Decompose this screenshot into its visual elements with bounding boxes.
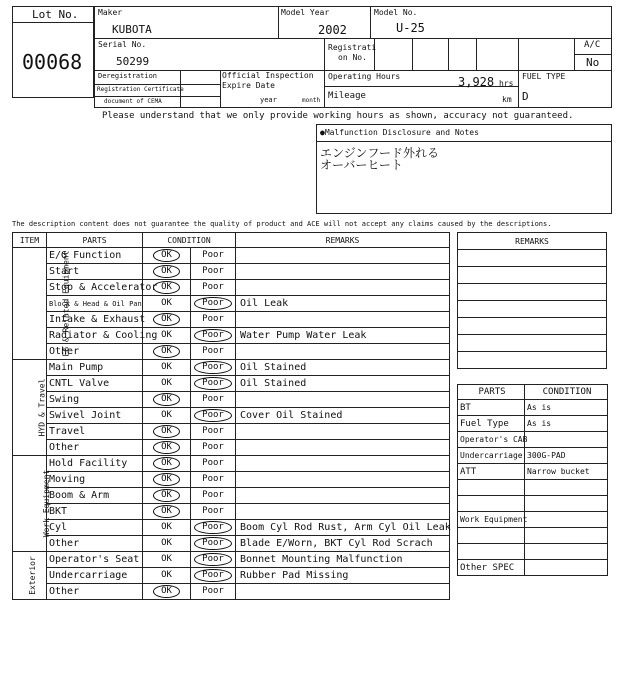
poor-cell[interactable] [191,440,236,456]
spec-part [458,528,525,544]
category-cell [13,456,52,552]
poor-cell[interactable] [191,456,236,472]
inspection-label-2: Expire Date [222,81,275,90]
table-row [13,424,450,440]
poor-cell[interactable] [191,280,236,296]
deregistration-label: Deregistration [98,72,158,80]
ac-label: A/C [584,40,601,50]
spec-part: Other SPEC [458,560,525,576]
poor-option: Poor [194,521,232,534]
remarks-cell [236,264,450,280]
category-label: Work Equipment [42,469,52,538]
spec-row [458,432,608,448]
part-name: Travel [47,424,143,440]
ok-option: OK [161,410,172,420]
right-remarks-row [458,318,607,335]
model-no-value: U-25 [396,21,425,35]
remarks-cell [236,424,450,440]
malfunction-line-1: エンジンフード外れる [320,146,440,160]
spec-condition [525,496,608,512]
spec-part: BT [458,400,525,416]
table-row [13,392,450,408]
ok-cell[interactable] [143,376,191,392]
ok-cell[interactable] [143,264,191,280]
spec-row [458,496,608,512]
poor-cell[interactable] [191,568,236,584]
spec-part [458,496,525,512]
poor-cell[interactable] [191,520,236,536]
spec-part: Fuel Type [458,416,525,432]
table-row [13,584,450,600]
remarks-cell: Bonnet Mounting Malfunction [236,552,450,568]
ok-option: OK [153,249,180,262]
ok-cell[interactable] [143,456,191,472]
poor-option: Poor [202,346,224,356]
spec-condition [525,560,608,576]
poor-option: Poor [194,361,232,374]
spec-part: Work Equipment [458,512,525,528]
table-row [13,488,450,504]
ok-option: OK [161,554,172,564]
km-unit: km [502,95,512,104]
spec-parts-header: PARTS [458,385,525,400]
operating-hours-value: 3,928 [458,75,495,89]
poor-option: Poor [202,442,224,452]
table-row [13,280,450,296]
ok-cell[interactable] [143,440,191,456]
part-name: Stop & Accelerator [47,280,143,296]
spec-condition: As is [525,416,608,432]
ok-cell[interactable] [143,408,191,424]
spec-condition [525,544,608,560]
model-year-value: 2002 [318,23,347,37]
spec-condition: Narrow bucket [525,464,608,480]
table-row [13,296,450,312]
poor-option: Poor [194,537,232,550]
remarks-cell: Boom Cyl Rod Rust, Arm Cyl Oil Leak [236,520,450,536]
poor-cell[interactable] [191,504,236,520]
table-row [13,520,450,536]
remarks-cell [236,248,450,264]
poor-option: Poor [194,409,232,422]
poor-option: Poor [202,458,224,468]
remarks-cell [236,280,450,296]
serial-label: Serial No. [98,40,147,49]
poor-cell[interactable] [191,264,236,280]
poor-cell[interactable] [191,392,236,408]
lot-label: Lot No. [32,8,79,21]
table-row [13,248,450,264]
ok-option: OK [153,473,180,486]
ok-option: OK [153,265,180,278]
spec-row [458,400,608,416]
table-row [13,536,450,552]
part-name: Other [47,536,143,552]
ok-cell[interactable] [143,312,191,328]
fuel-type-value: D [522,90,529,103]
remarks-cell [236,504,450,520]
fuel-type-label: FUEL TYPE [522,72,566,81]
remarks-header: REMARKS [236,233,450,248]
part-name: Radiator & Cooling [47,328,143,344]
remarks-cell: Cover Oil Stained [236,408,450,424]
spec-part: Operator's CAB [458,432,525,448]
spec-condition [525,512,608,528]
poor-option: Poor [202,506,224,516]
table-row [13,312,450,328]
poor-option: Poor [202,282,224,292]
ok-cell[interactable] [143,504,191,520]
part-name: Main Pump [47,360,143,376]
ok-cell[interactable] [143,520,191,536]
ok-option: OK [161,298,172,308]
serial-value: 50299 [116,55,150,68]
part-name: E/G Function [47,248,143,264]
poor-option: Poor [202,266,224,276]
spec-condition: As is [525,400,608,416]
spec-table [457,384,608,576]
spec-part: ATT [458,464,525,480]
malfunction-line-2: オーバーヒート [320,158,403,172]
ok-option: OK [153,441,180,454]
table-row [13,264,450,280]
poor-cell[interactable] [191,296,236,312]
ok-cell[interactable] [143,536,191,552]
table-row [13,360,450,376]
poor-cell[interactable] [191,536,236,552]
right-remarks-header: REMARKS [458,233,607,250]
ok-cell[interactable] [143,248,191,264]
spec-condition [525,528,608,544]
registration-label-2: on No. [338,53,367,62]
remarks-cell [236,440,450,456]
remarks-cell: Rubber Pad Missing [236,568,450,584]
remarks-cell [236,312,450,328]
part-name: Moving [47,472,143,488]
ok-option: OK [161,378,172,388]
table-row [13,568,450,584]
right-remarks-table [457,232,607,369]
remarks-cell: Water Pump Water Leak [236,328,450,344]
model-year-label: Model Year [281,8,330,17]
ok-option: OK [153,425,180,438]
category-cell [13,360,47,456]
poor-option: Poor [194,329,232,342]
ok-cell[interactable] [143,568,191,584]
spec-condition [525,432,608,448]
poor-option: Poor [202,250,224,260]
remarks-cell [236,344,450,360]
remarks-cell: Blade E/Worn, BKT Cyl Rod Scrach [236,536,450,552]
poor-cell[interactable] [191,344,236,360]
spec-row [458,480,608,496]
ok-option: OK [153,345,180,358]
poor-option: Poor [202,586,224,596]
poor-option: Poor [202,394,224,404]
spec-condition [525,480,608,496]
ok-cell[interactable] [143,584,191,600]
part-name: Swivel Joint [47,408,143,424]
part-name: Undercarriage [47,568,143,584]
ok-option: OK [161,538,172,548]
category-label: EG & Related Equipment [61,250,71,357]
parts-header: PARTS [47,233,143,248]
poor-cell[interactable] [191,584,236,600]
ok-cell[interactable] [143,552,191,568]
item-header: ITEM [13,233,47,248]
remarks-cell: Oil Stained [236,376,450,392]
cema-document-label: document of CEMA [104,98,162,105]
table-row [13,552,450,568]
spec-condition: 300G-PAD [525,448,608,464]
poor-cell[interactable] [191,376,236,392]
table-row [13,408,450,424]
part-name: Other [47,344,143,360]
part-name: Start [47,264,143,280]
condition-header: CONDITION [143,233,236,248]
poor-cell[interactable] [191,312,236,328]
ok-option: OK [153,489,180,502]
operating-hours-label: Operating Hours [328,72,401,81]
part-name: Operator's Seat [47,552,143,568]
poor-cell[interactable] [191,360,236,376]
ok-cell[interactable] [143,424,191,440]
model-no-label: Model No. [374,8,418,17]
category-cell [13,552,47,600]
condition-table [12,232,450,600]
poor-option: Poor [202,314,224,324]
right-remarks-row [458,250,607,267]
maker-value: KUBOTA [112,23,152,36]
ok-cell[interactable] [143,280,191,296]
poor-option: Poor [202,474,224,484]
remarks-cell: Oil Stained [236,360,450,376]
ac-value: No [586,56,600,69]
ok-cell[interactable] [143,488,191,504]
registration-label-1: Registrati [328,43,377,52]
part-name: CNTL Valve [47,376,143,392]
right-remarks-row [458,267,607,284]
right-remarks-row [458,301,607,318]
spec-part: Undercarriage [458,448,525,464]
ok-option: OK [153,281,180,294]
remarks-cell: Oil Leak [236,296,450,312]
part-name: Boom & Arm [47,488,143,504]
inspection-label-1: Official Inspection [222,71,314,80]
ok-option: OK [161,570,172,580]
poor-cell[interactable] [191,248,236,264]
ok-cell[interactable] [143,344,191,360]
ok-cell[interactable] [143,472,191,488]
poor-cell[interactable] [191,472,236,488]
table-row [13,344,450,360]
ok-option: OK [153,457,180,470]
table-row [13,456,450,472]
poor-option: Poor [202,426,224,436]
part-name: Hold Facility [47,456,143,472]
part-name: BKT [47,504,143,520]
table-row [13,472,450,488]
ok-cell[interactable] [143,328,191,344]
part-name: Block & Head & Oil Pan [47,296,143,312]
remarks-cell [236,488,450,504]
ok-option: OK [161,330,172,340]
year-label: year [260,96,277,104]
lot-number: 00068 [22,50,83,74]
ok-option: OK [161,522,172,532]
poor-cell[interactable] [191,552,236,568]
poor-cell[interactable] [191,328,236,344]
poor-option: Poor [194,297,232,310]
poor-option: Poor [194,553,232,566]
remarks-cell [236,472,450,488]
ok-option: OK [153,505,180,518]
right-remarks-row [458,335,607,352]
maker-label: Maker [98,8,123,17]
part-name: Cyl [47,520,143,536]
poor-cell[interactable] [191,488,236,504]
part-name: Intake & Exhaust [47,312,143,328]
remarks-cell [236,456,450,472]
table-row [13,504,450,520]
table-row [13,328,450,344]
category-label: Exterior [27,556,37,595]
ok-cell[interactable] [143,360,191,376]
ok-option: OK [153,393,180,406]
right-remarks-row [458,284,607,301]
malfunction-title: ●Malfunction Disclosure and Notes [320,128,479,137]
part-name: Other [47,584,143,600]
part-name: Other [47,440,143,456]
spec-row [458,448,608,464]
spec-row [458,544,608,560]
spec-row [458,528,608,544]
ok-cell[interactable] [143,296,191,312]
spec-part [458,480,525,496]
spec-row [458,512,608,528]
remarks-cell [236,392,450,408]
spec-row [458,416,608,432]
ok-option: OK [161,362,172,372]
category-label: HYD & Travel [37,378,47,437]
part-name: Swing [47,392,143,408]
poor-option: Poor [202,490,224,500]
ok-option: OK [153,585,180,598]
spec-row [458,560,608,576]
disclaimer-text: The description content does not guarantee the quality of product and ACE will not accept any claims caused by the descriptions. [12,220,552,228]
month-label: month [302,97,321,104]
ok-option: OK [153,313,180,326]
spec-row [458,464,608,480]
poor-cell[interactable] [191,408,236,424]
spec-part [458,544,525,560]
table-row [13,376,450,392]
poor-cell[interactable] [191,424,236,440]
mileage-label: Mileage [328,91,366,101]
table-row [13,440,450,456]
poor-option: Poor [194,569,232,582]
remarks-cell [236,584,450,600]
ok-cell[interactable] [143,392,191,408]
spec-condition-header: CONDITION [525,385,608,400]
registration-certificate-label: Registration Certificate [97,86,184,93]
right-remarks-row [458,352,607,369]
poor-option: Poor [194,377,232,390]
hrs-unit: hrs [499,79,514,88]
notice-text: Please understand that we only provide working hours as shown, accuracy not guaranteed. [102,111,574,121]
